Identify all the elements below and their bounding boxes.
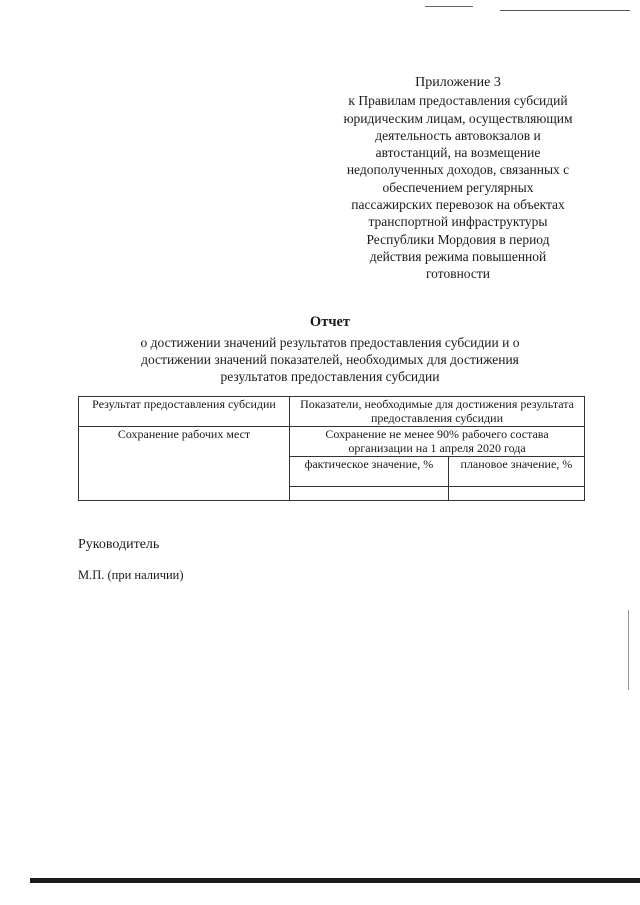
report-subtitle-line: результатов предоставления субсидии bbox=[220, 369, 440, 385]
report-subtitle-line: достижении значений показателей, необходимых для достижения bbox=[141, 352, 519, 368]
appendix-line: юридическим лицам, осуществляющим bbox=[343, 110, 573, 126]
scan-artifact-top-1 bbox=[425, 6, 473, 7]
header-indicator-cell: Показатели, необходимые для достижения результата предоставления субсидии bbox=[290, 397, 585, 427]
appendix-line: обеспечением регулярных bbox=[382, 179, 534, 195]
table-row bbox=[79, 427, 585, 457]
actual-value-cell bbox=[290, 487, 449, 501]
appendix-line: недополученных доходов, связанных с bbox=[346, 162, 570, 178]
scan-artifact-top-2 bbox=[500, 10, 630, 11]
table-header-row bbox=[79, 397, 585, 427]
stamp-label: М.П. (при наличии) bbox=[78, 568, 184, 582]
indicator-value-cell: Сохранение не менее 90% рабочего состава организации на 1 апреля 2020 года bbox=[290, 427, 585, 457]
appendix-block bbox=[318, 74, 598, 283]
planned-value-cell bbox=[448, 487, 584, 501]
scan-artifact-bottom bbox=[30, 878, 640, 883]
appendix-line: деятельность автовокзалов и bbox=[375, 127, 541, 143]
appendix-line: Республики Мордовия в период bbox=[366, 231, 550, 247]
appendix-line: к Правилам предоставления субсидий bbox=[348, 93, 568, 109]
planned-label-cell: плановое значение, % bbox=[448, 457, 584, 487]
appendix-title: Приложение 3 bbox=[415, 75, 501, 90]
result-value-cell: Сохранение рабочих мест bbox=[79, 427, 290, 501]
appendix-line: автостанций, на возмещение bbox=[375, 145, 541, 161]
appendix-line: готовности bbox=[425, 266, 491, 282]
report-subtitle-line: о достижении значений результатов предоставления субсидии и о bbox=[140, 335, 520, 350]
scan-artifact-right bbox=[628, 610, 629, 690]
appendix-line: транспортной инфраструктуры bbox=[368, 214, 548, 230]
report-title: Отчет bbox=[309, 314, 351, 330]
header-result-cell: Результат предоставления субсидии bbox=[79, 397, 290, 427]
appendix-line: действия режима повышенной bbox=[369, 248, 547, 264]
report-subtitle bbox=[80, 334, 580, 386]
actual-label-cell: фактическое значение, % bbox=[290, 457, 449, 487]
appendix-line: пассажирских перевозок на объектах bbox=[351, 197, 565, 213]
report-table bbox=[78, 396, 585, 501]
signature-label: Руководитель bbox=[78, 537, 160, 552]
